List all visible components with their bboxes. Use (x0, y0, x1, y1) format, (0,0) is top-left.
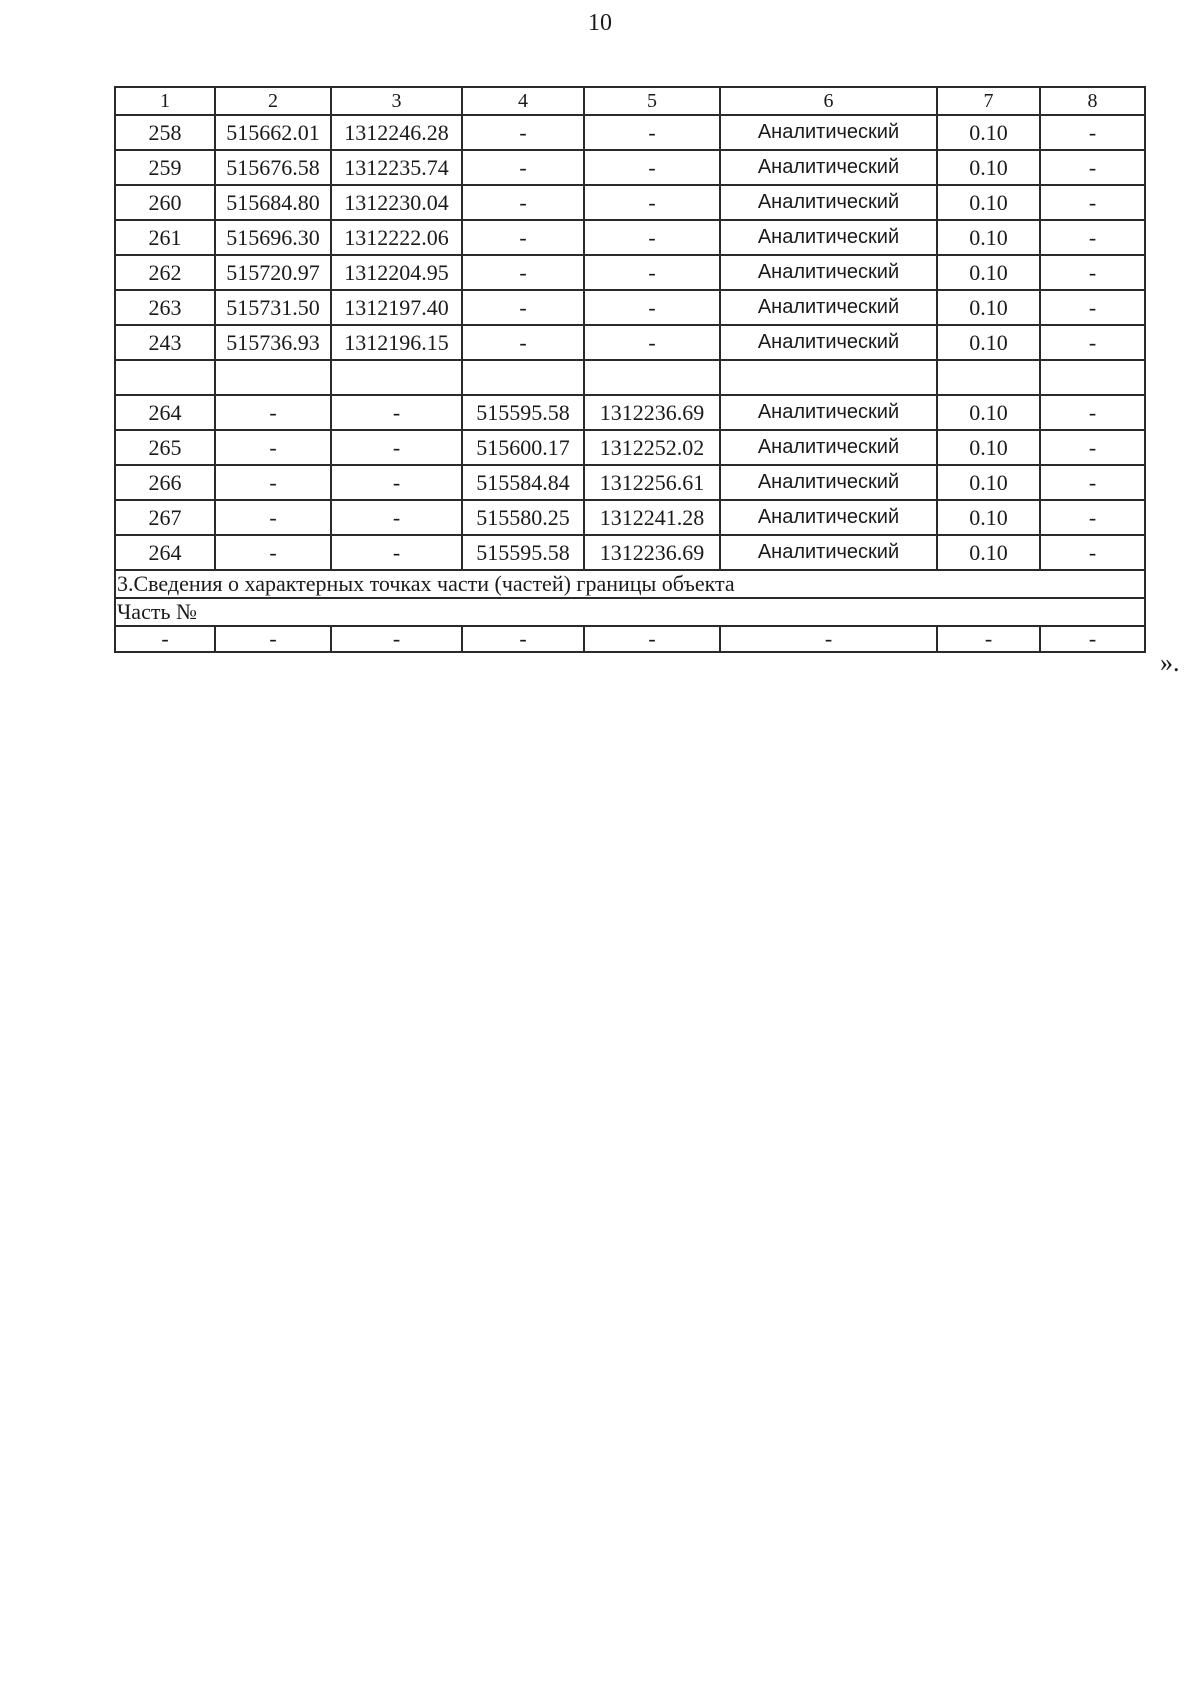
table-cell: 1312230.04 (331, 185, 462, 220)
table-cell: - (1040, 255, 1145, 290)
header-row (115, 87, 1145, 115)
table-cell: 0.10 (937, 500, 1040, 535)
table-cell: Аналитический (720, 465, 937, 500)
table-cell: 243 (115, 325, 215, 360)
table-cell: 0.10 (937, 325, 1040, 360)
table-cell: - (462, 325, 584, 360)
empty-row (115, 360, 1145, 395)
table-cell: 515676.58 (215, 150, 331, 185)
table-cell: - (584, 290, 720, 325)
table-cell: 515684.80 (215, 185, 331, 220)
table-cell: - (1040, 626, 1145, 652)
table-cell: - (462, 290, 584, 325)
table-cell: 515662.01 (215, 115, 331, 150)
table-cell: 515720.97 (215, 255, 331, 290)
section-title-row (115, 570, 1145, 598)
section-title: 3.Сведения о характерных точках части (частей) границы объекта (115, 570, 1145, 598)
empty-cell (1040, 360, 1145, 395)
table-row (115, 115, 1145, 150)
table-cell: 259 (115, 150, 215, 185)
table-cell: 260 (115, 185, 215, 220)
table-cell: 0.10 (937, 185, 1040, 220)
table-cell: Аналитический (720, 185, 937, 220)
table-cell: 1312252.02 (584, 430, 720, 465)
table-cell: - (462, 220, 584, 255)
empty-cell (462, 360, 584, 395)
table-body (115, 87, 1145, 652)
empty-cell (937, 360, 1040, 395)
table-row (115, 220, 1145, 255)
header-cell: 8 (1040, 87, 1145, 115)
table-cell: - (115, 626, 215, 652)
header-cell: 2 (215, 87, 331, 115)
table-cell: Аналитический (720, 115, 937, 150)
table-cell: - (331, 626, 462, 652)
table-cell: - (584, 220, 720, 255)
table-cell: - (584, 626, 720, 652)
table-cell: 1312256.61 (584, 465, 720, 500)
table-cell: Аналитический (720, 395, 937, 430)
header-cell: 3 (331, 87, 462, 115)
table-row (115, 150, 1145, 185)
table-cell: - (1040, 220, 1145, 255)
empty-cell (331, 360, 462, 395)
table-cell: 1312241.28 (584, 500, 720, 535)
table-cell: 1312236.69 (584, 535, 720, 570)
table-cell: - (462, 115, 584, 150)
table-cell: - (720, 626, 937, 652)
table-cell: - (1040, 395, 1145, 430)
part-label: Часть № (115, 598, 1145, 626)
table-cell: - (1040, 325, 1145, 360)
table-cell: - (584, 150, 720, 185)
table-cell: - (331, 500, 462, 535)
table-cell: 0.10 (937, 255, 1040, 290)
header-cell: 7 (937, 87, 1040, 115)
table-cell: Аналитический (720, 150, 937, 185)
table-cell: - (462, 150, 584, 185)
table-cell: 515595.58 (462, 535, 584, 570)
table-cell: - (331, 395, 462, 430)
table-cell: 1312196.15 (331, 325, 462, 360)
table-cell: Аналитический (720, 290, 937, 325)
table-cell: Аналитический (720, 255, 937, 290)
table-cell: 515736.93 (215, 325, 331, 360)
table-cell: - (584, 115, 720, 150)
table-cell: - (215, 465, 331, 500)
table-cell: 515696.30 (215, 220, 331, 255)
table-cell: Аналитический (720, 220, 937, 255)
empty-cell (584, 360, 720, 395)
table-cell: - (331, 430, 462, 465)
table-cell: - (215, 535, 331, 570)
table-row (115, 500, 1145, 535)
table-cell: 267 (115, 500, 215, 535)
table-cell: - (215, 395, 331, 430)
table-cell: 515580.25 (462, 500, 584, 535)
table-cell: 0.10 (937, 465, 1040, 500)
table-cell: Аналитический (720, 325, 937, 360)
table-cell: - (1040, 535, 1145, 570)
table-cell: Аналитический (720, 500, 937, 535)
table-cell: - (584, 325, 720, 360)
table-cell: - (462, 185, 584, 220)
part-points-row (115, 626, 1145, 652)
empty-cell (115, 360, 215, 395)
table-cell: - (584, 255, 720, 290)
table-row (115, 255, 1145, 290)
table-cell: 1312246.28 (331, 115, 462, 150)
table-cell: 261 (115, 220, 215, 255)
table-cell: 263 (115, 290, 215, 325)
part-label-row (115, 598, 1145, 626)
table-cell: - (1040, 185, 1145, 220)
table-row (115, 325, 1145, 360)
header-cell: 5 (584, 87, 720, 115)
table-cell: 264 (115, 395, 215, 430)
empty-cell (215, 360, 331, 395)
table-row (115, 395, 1145, 430)
table-row (115, 535, 1145, 570)
table-cell: 262 (115, 255, 215, 290)
table-cell: 0.10 (937, 395, 1040, 430)
table-cell: Аналитический (720, 535, 937, 570)
boundary-points-table-wrap (114, 86, 1144, 653)
table-cell: 1312204.95 (331, 255, 462, 290)
table-cell: 0.10 (937, 220, 1040, 255)
table-cell: 264 (115, 535, 215, 570)
table-cell: - (1040, 500, 1145, 535)
table-row (115, 290, 1145, 325)
table-cell: 1312222.06 (331, 220, 462, 255)
table-cell: - (462, 626, 584, 652)
empty-cell (720, 360, 937, 395)
header-cell: 6 (720, 87, 937, 115)
page-number: 10 (588, 10, 612, 36)
table-cell: - (1040, 115, 1145, 150)
table-cell: 1312235.74 (331, 150, 462, 185)
table-cell: - (215, 500, 331, 535)
table-cell: 0.10 (937, 150, 1040, 185)
table-cell: - (331, 465, 462, 500)
table-cell: 0.10 (937, 535, 1040, 570)
table-cell: 265 (115, 430, 215, 465)
table-cell: 515600.17 (462, 430, 584, 465)
table-cell: 266 (115, 465, 215, 500)
table-cell: - (331, 535, 462, 570)
table-cell: - (215, 626, 331, 652)
table-row (115, 465, 1145, 500)
table-cell: 515584.84 (462, 465, 584, 500)
table-cell: 0.10 (937, 115, 1040, 150)
table-cell: 1312236.69 (584, 395, 720, 430)
table-cell: - (215, 430, 331, 465)
table-cell: - (937, 626, 1040, 652)
table-cell: - (584, 185, 720, 220)
table-cell: - (1040, 290, 1145, 325)
table-cell: 258 (115, 115, 215, 150)
table-cell: - (462, 255, 584, 290)
boundary-points-table (114, 86, 1146, 653)
table-cell: Аналитический (720, 430, 937, 465)
table-row (115, 185, 1145, 220)
table-cell: 0.10 (937, 430, 1040, 465)
table-cell: - (1040, 465, 1145, 500)
table-cell: 515731.50 (215, 290, 331, 325)
closing-quote: ». (1160, 648, 1180, 677)
table-cell: 515595.58 (462, 395, 584, 430)
table-cell: 0.10 (937, 290, 1040, 325)
table-row (115, 430, 1145, 465)
table-cell: 1312197.40 (331, 290, 462, 325)
table-cell: - (1040, 150, 1145, 185)
header-cell: 1 (115, 87, 215, 115)
header-cell: 4 (462, 87, 584, 115)
table-cell: - (1040, 430, 1145, 465)
